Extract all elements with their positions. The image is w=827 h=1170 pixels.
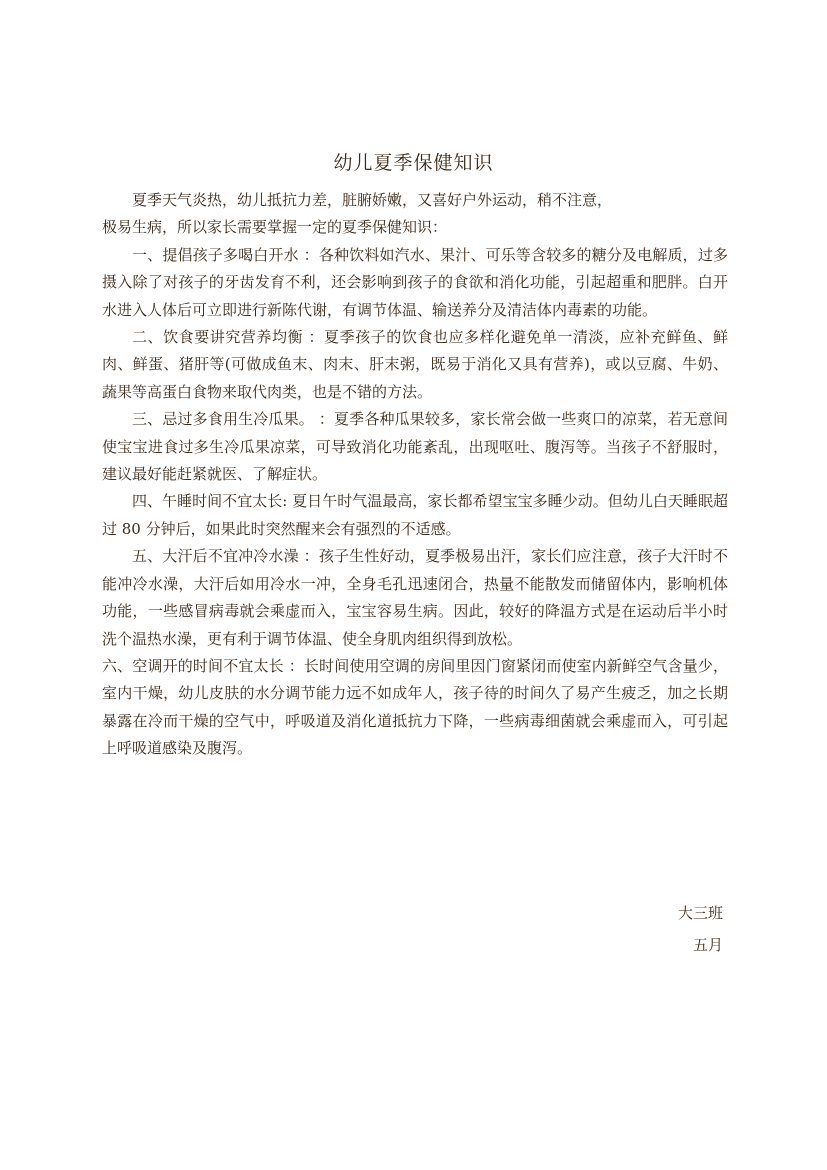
section-1-paragraph: 一、提倡孩子多喝白开水 ：各种饮料如汽水、果汁、可乐等含较多的糖分及电解质，过多摄入除了对孩子的牙齿发育不利，还会影响到孩子的食欲和消化功能，引起超重和肥胖。白开水进入人体后可立即进行新陈代谢，有调节体温、输送养分及清洁体内毒素的功能。 <box>102 245 728 319</box>
section-3-paragraph: 三、忌过多食用生冷瓜果。 ：夏季各种瓜果较多，家长常会做一些爽口的凉菜，若无意间使宝宝进食过多生冷瓜果凉菜，可导致消化功能紊乱，出现呕吐、腹泻等。当孩子不舒服时，建议最好能赶紧就医、了解症状。 <box>102 410 728 484</box>
signature-class: 大三班 <box>677 904 723 922</box>
section-4-paragraph: 四、午睡时间不宜太长: 夏日午时气温最高，家长都希望宝宝多睡少动。但幼儿白天睡眠超过 80 分钟后，如果此时突然醒来会有强烈的不适感。 <box>102 492 728 538</box>
section-6-paragraph: 六、空调开的时间不宜太长 ：长时间使用空调的房间里因门窗紧闭而使室内新鲜空气含量少，室内干燥，幼儿皮肤的水分调节能力远不如成年人，孩子待的时间久了易产生疲乏，加之长期暴露在冷而干燥的空气中，呼吸道及消化道抵抗力下降，一些病毒细菌就会乘虚而入，可引起上呼吸道感染及腹泻。 <box>102 656 728 758</box>
intro-line-1: 夏季天气炎热，幼儿抵抗力差，脏腑娇嫩，又喜好户外运动，稍不注意， <box>132 191 613 209</box>
section-5-paragraph: 五、大汗后不宜冲冷水澡 ：孩子生性好动，夏季极易出汗，家长们应注意，孩子大汗时不能冲冷水澡，大汗后如用冷水一冲，全身毛孔迅速闭合，热量不能散发而储留体内，影响机体功能，一些感冒病毒就会乘虚而入，宝宝容易生病。因此，较好的降温方式是在运动后半小时洗个温热水澡，更有利于调节体温、使全身肌肉组织得到放松。 <box>102 547 728 648</box>
intro-line-2: 极易生病，所以家长需要掌握一定的夏季保健知识： <box>102 218 448 237</box>
document-body <box>102 187 728 763</box>
document-title: 幼儿夏季保健知识 <box>333 152 494 174</box>
signature-month: 五月 <box>692 936 723 954</box>
section-2-paragraph: 二、饮食要讲究营养均衡 ：夏季孩子的饮食也应多样化避免单一清淡，应补充鲜鱼、鲜肉、鲜蛋、猪肝等(可做成鱼末、肉末、肝末粥，既易于消化又具有营养)，或以豆腐、牛奶、蔬果等高蛋白食物来取代肉类，也是不错的方法。 <box>102 328 728 401</box>
